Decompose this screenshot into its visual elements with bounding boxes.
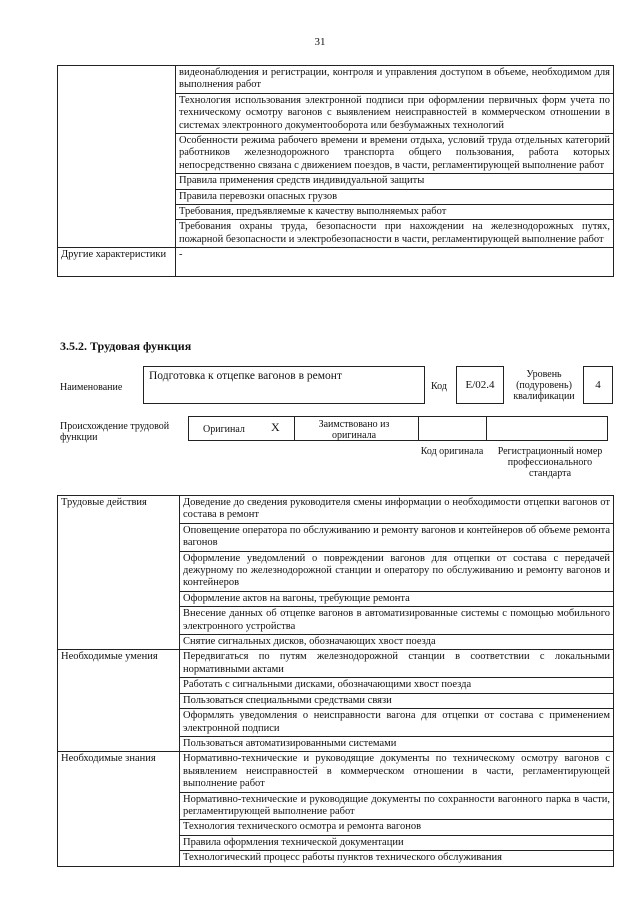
skill-item: Работать с сигнальными дисками, обозначающими хвост поезда	[180, 678, 614, 693]
borrowed-label: Заимствовано из оригинала	[318, 419, 390, 441]
skill-item: Пользоваться специальными средствами связи	[180, 693, 614, 708]
registration-number-caption: Регистрационный номер профессионального стандарта	[497, 446, 603, 479]
knowledge-item: Требования охраны труда, безопасности при нахождении на железнодорожных путях, пожарной безопасности и электробезопасности в части, регламентирующей выполнение работ	[176, 220, 614, 248]
knowledge-item: Технология использования электронной подписи при оформлении первичных форм учета по техническому осмотру вагонов с выявлением неисправностей в коммерческом отношении в системах электронного документооборота или безбумажных технологий	[176, 93, 614, 133]
knowledge-item: Нормативно-технические и руководящие документы по сохранности вагонного парка в части, регламентирующей выполнение работ	[180, 792, 614, 820]
skill-item: Передвигаться по путям железнодорожной станции в соответствии с локальными нормативными актами	[180, 650, 614, 678]
section-title: 3.5.2. Трудовая функция	[60, 339, 192, 353]
knowledge-continuation-table	[57, 65, 614, 277]
original-label: Оригинал	[203, 424, 245, 435]
continuation-label-cell	[58, 66, 176, 248]
origin-divider	[418, 417, 419, 440]
function-name-box: Подготовка к отцепке вагонов в ремонт	[143, 366, 425, 404]
original-mark: X	[271, 420, 280, 434]
labor-action-item: Снятие сигнальных дисков, обозначающих хвост поезда	[180, 635, 614, 650]
knowledge-item: видеонаблюдения и регистрации, контроля и управления доступом в объеме, необходимом для выполнения работ	[176, 66, 614, 94]
origin-label: Происхождение трудовой функции	[60, 421, 170, 443]
knowledge-item: Технологический процесс работы пунктов технического обслуживания	[180, 851, 614, 866]
qualification-level-label: Уровень (подуровень) квалификации	[513, 369, 575, 402]
knowledge-item: Особенности режима рабочего времени и времени отдыха, условий труда отдельных категорий работников железнодорожного транспорта общего пользования, работа которых непосредственно связана с движением поездов, в части, регламентирующей выполнение работ	[176, 134, 614, 174]
labor-action-item: Доведение до сведения руководителя смены информации о необходимости отцепки вагонов от состава в ремонт	[180, 496, 614, 524]
original-code-caption: Код оригинала	[420, 446, 484, 457]
skill-item: Пользоваться автоматизированными системами	[180, 736, 614, 751]
labor-actions-label: Трудовые действия	[58, 496, 180, 650]
knowledge-item: Нормативно-технические и руководящие документы по техническому осмотру вагонов с выявлением неисправностей в коммерческом отношении в части, регламентирующей выполнение работ	[180, 752, 614, 792]
knowledge-item: Требования, предъявляемые к качеству выполняемых работ	[176, 205, 614, 220]
code-value-box: E/02.4	[456, 366, 504, 404]
other-characteristics-label: Другие характеристики	[58, 248, 176, 277]
knowledge-item: Технология технического осмотра и ремонта вагонов	[180, 820, 614, 835]
origin-divider	[294, 417, 295, 440]
labor-action-item: Оповещение оператора по обслуживанию и ремонту вагонов и контейнеров об объеме ремонта вагонов	[180, 523, 614, 551]
labor-action-item: Оформление уведомлений о повреждении вагонов для отцепки от состава с передачей дежурному по железнодорожной станции и оператору по обслуживанию и ремонту вагонов и контейнеров	[180, 551, 614, 591]
knowledge-item: Правила применения средств индивидуальной защиты	[176, 174, 614, 189]
skill-item: Оформлять уведомления о неисправности вагона для отцепки от состава с применением электронной подписи	[180, 709, 614, 737]
code-label: Код	[431, 381, 447, 392]
labor-function-table	[57, 495, 614, 867]
knowledge-item: Правила перевозки опасных грузов	[176, 189, 614, 204]
page-number: 31	[314, 36, 326, 48]
naming-label: Наименование	[60, 382, 123, 393]
qualification-level-box: 4	[583, 366, 613, 404]
origin-divider	[486, 417, 487, 440]
labor-action-item: Оформление актов на вагоны, требующие ремонта	[180, 591, 614, 606]
other-characteristics-value: -	[176, 248, 614, 277]
knowledge-label: Необходимые знания	[58, 752, 180, 866]
knowledge-item: Правила оформления технической документации	[180, 835, 614, 850]
skills-label: Необходимые умения	[58, 650, 180, 752]
labor-action-item: Внесение данных об отцепке вагонов в автоматизированные системы с помощью мобильного электронного устройства	[180, 607, 614, 635]
origin-box	[188, 416, 608, 441]
